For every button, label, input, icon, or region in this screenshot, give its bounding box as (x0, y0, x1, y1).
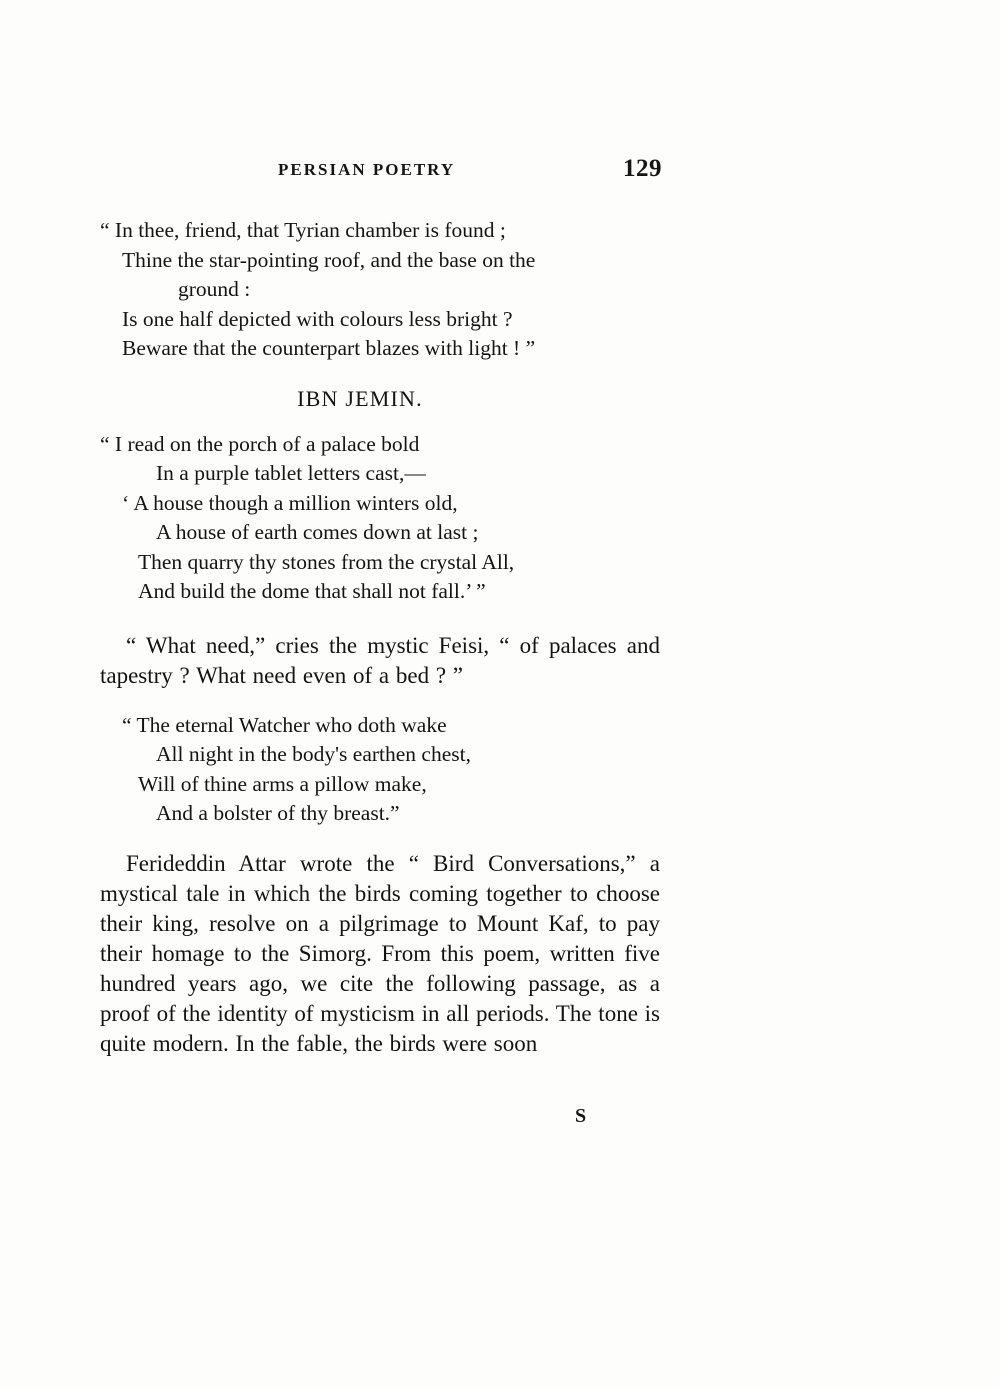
verse-line: Then quarry thy stones from the crystal All, (138, 549, 515, 574)
verse-line: Thine the star-pointing roof, and the base on the (122, 247, 536, 272)
signature-mark: S (575, 1105, 588, 1127)
verse-line: ground : (178, 277, 251, 301)
verse-line: And build the dome that shall not fall.’ ” (138, 579, 486, 603)
poem-attribution: IBN JEMIN. (297, 385, 423, 411)
verse-block-one (100, 216, 660, 364)
page-number: 129 (623, 155, 662, 182)
verse-line: “ I read on the porch of a palace bold (100, 431, 420, 456)
verse-block-three (100, 711, 660, 829)
verse-line: Will of thine arms a pillow make, (138, 771, 427, 796)
page-content (100, 155, 662, 1079)
prose-paragraph-attar (100, 849, 660, 1059)
paragraph-text: Ferideddin Attar wrote the “ Bird Conversations,” a mystical tale in which the birds coming together to choose their king, resolve on a pilgrimage to Mount Kaf, to pay their homage to the Simorg. From this poem, written five hundred years ago, we cite the following passage, as a proof of the identity of mysticism in all periods. The tone is quite modern. In the fable, the birds were soon (100, 850, 660, 1056)
verse-line: Is one half depicted with colours less bright ? (122, 306, 513, 331)
verse-line: “ In thee, friend, that Tyrian chamber is found ; (100, 218, 506, 242)
verse-block-two (100, 430, 660, 607)
verse-line: And a bolster of thy breast.” (156, 801, 400, 825)
verse-line: In a purple tablet letters cast,— (156, 461, 426, 485)
verse-line: “ The eternal Watcher who doth wake (122, 712, 447, 737)
verse-line: ‘ A house though a million winters old, (122, 490, 458, 515)
verse-line: A house of earth comes down at last ; (156, 520, 479, 544)
verse-line: Beware that the counterpart blazes with light ! ” (122, 336, 536, 360)
running-head (100, 155, 662, 190)
verse-line: All night in the body's earthen chest, (156, 742, 471, 766)
prose-paragraph-feisi (100, 631, 660, 691)
running-head-title: PERSIAN POETRY (278, 160, 456, 179)
paragraph-text: “ What need,” cries the mystic Feisi, “ of palaces and tapestry ? What need even of a bed ? ” (100, 632, 660, 688)
